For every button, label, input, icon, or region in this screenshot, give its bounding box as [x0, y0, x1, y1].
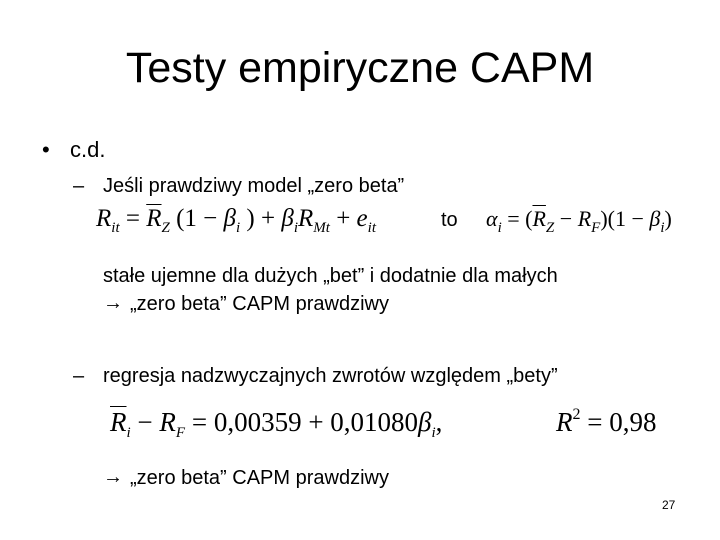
sub-bullet-zero-beta: Jeśli prawdziwy model „zero beta” [103, 175, 405, 197]
regression-conclusion: „zero beta” CAPM prawdziwy [130, 467, 389, 489]
connector-to: to [441, 209, 458, 231]
note-constants: stałe ujemne dla dużych „bet” i dodatnie dla małych [103, 265, 558, 287]
regression-slope: 0,01080 [330, 407, 419, 437]
dash-marker: – [73, 175, 85, 197]
bullet-text-cd: c.d. [70, 137, 106, 162]
note-conclusion: „zero beta” CAPM prawdziwy [130, 293, 389, 315]
equation-regression: $\overline{R}_i - R_F = 0,00359 + 0,01080\beta_i$, [110, 407, 443, 441]
arrow-icon: → [103, 292, 123, 314]
dash-marker: – [73, 365, 85, 387]
equation-zero-beta-model: $R_{it} = \overline{R}_Z$ ($1 - \beta_i$ ) + $\beta_iR_{Mt} + e_{it}$ [96, 205, 376, 236]
page-number: 27 [662, 498, 676, 512]
slide-title: Testy empiryczne CAPM [125, 44, 595, 92]
equation-alpha: $\alpha_i = (\overline{R}_Z - R_F)(1 - \beta_i)$ [486, 206, 672, 236]
arrow-icon: → [103, 466, 123, 488]
bullet-marker: • [42, 137, 50, 162]
sub-bullet-regression: regresja nadzwyczajnych zwrotów względem „bety” [103, 365, 558, 387]
equation-r-squared: $R^2 = 0,98$ [556, 406, 657, 437]
r-squared-value: 0,98 [609, 407, 657, 437]
regression-intercept: 0,00359 [213, 407, 302, 437]
